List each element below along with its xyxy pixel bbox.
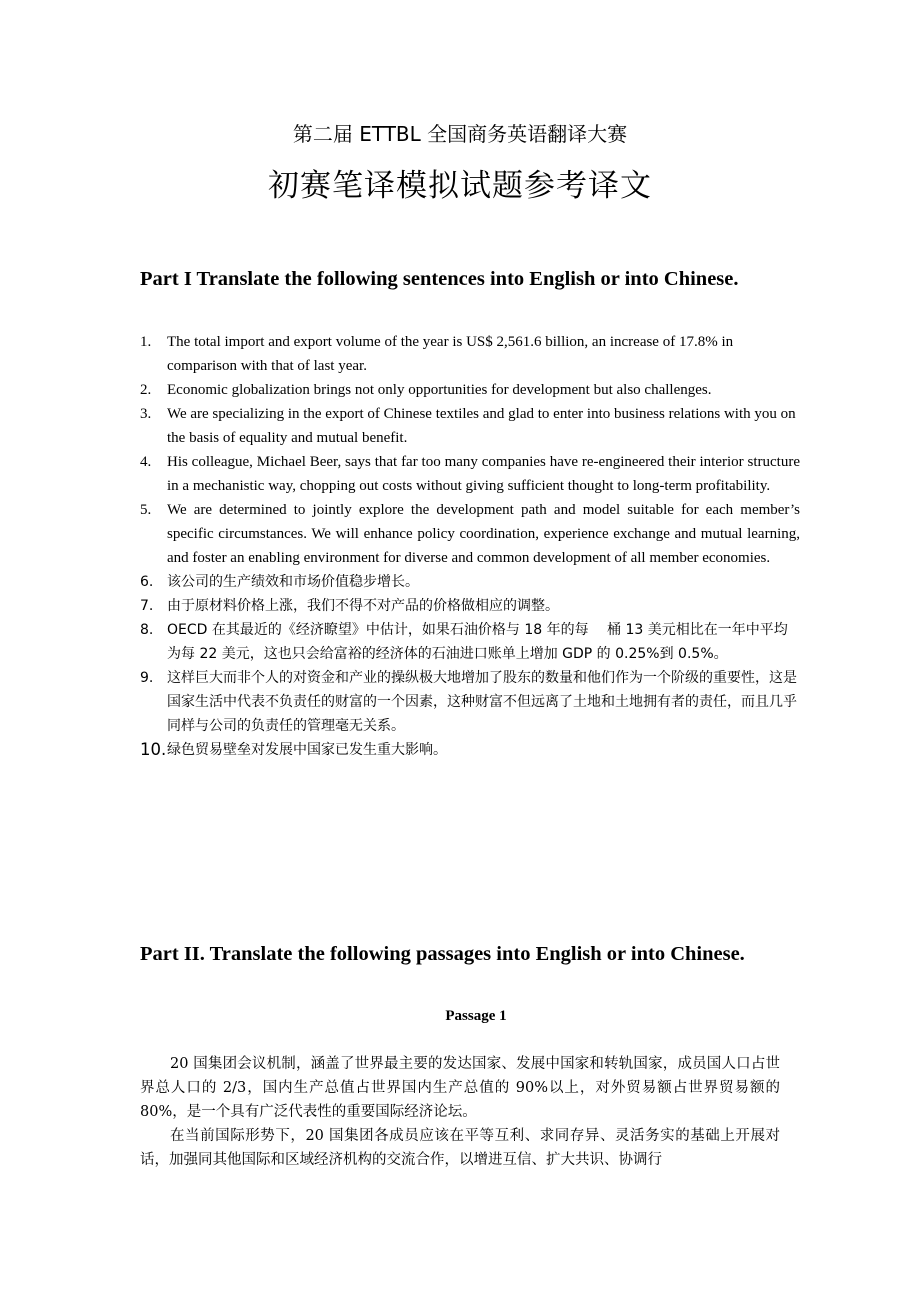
item-text: 由于原材料价格上涨，我们不得不对产品的价格做相应的调整。 (167, 598, 559, 614)
list-item (140, 618, 800, 666)
item-number: 8. (140, 622, 154, 638)
part1-heading: Part I Translate the following sentences into English or into Chinese. (140, 268, 739, 290)
sentence-list (140, 330, 800, 762)
list-item (140, 738, 800, 762)
part2-heading: Part II. Translate the following passages into English or into Chinese. (140, 943, 745, 965)
item-number: 6. (140, 574, 154, 590)
list-item (140, 498, 800, 570)
list-item (140, 450, 800, 498)
list-item (140, 570, 800, 594)
item-text: We are specializing in the export of Chinese textiles and glad to enter into business relations with you on the basis of equality and mutual benefit. (167, 406, 796, 446)
item-text: Economic globalization brings not only opportunities for development but also challenges. (167, 382, 712, 398)
item-number: 7. (140, 598, 154, 614)
document-subtitle: 第二届 ETTBL 全国商务英语翻译大赛 (292, 122, 628, 146)
item-number: 9. (140, 670, 154, 686)
item-number: 1. (140, 334, 152, 350)
item-number: 10. (140, 740, 167, 759)
list-item (140, 666, 800, 738)
item-text: His colleague, Michael Beer, says that far too many companies have re-engineered their interior structure in a mechanistic way, chopping out costs without giving sufficient thought to long-term profitability. (167, 454, 800, 494)
list-item (140, 330, 800, 378)
list-item (140, 402, 800, 450)
item-text: 该公司的生产绩效和市场价值稳步增长。 (167, 574, 419, 590)
item-text: 这样巨大而非个人的对资金和产业的操纵极大地增加了股东的数量和他们作为一个阶级的重要性，这是国家生活中代表不负责任的财富的一个因素，这种财富不但远离了土地和土地拥有者的责任，而且几乎同样与公司的负责任的管理毫无关系。 (167, 670, 797, 734)
item-number: 4. (140, 454, 152, 470)
item-text: The total import and export volume of the year is US$ 2,561.6 billion, an increase of 17.8% in comparison with that of last year. (167, 334, 734, 374)
item-number: 3. (140, 406, 152, 422)
item-number: 2. (140, 382, 152, 398)
item-text: OECD 在其最近的《经济瞭望》中估计，如果石油价格与 18 年的每 桶 13 美元相比在一年中平均为每 22 美元，这也只会给富裕的经济体的石油进口账单上增加 GDP 的 0.25%到 0.5%。 (167, 622, 788, 662)
passage-paragraph: 20 国集团会议机制，涵盖了世界最主要的发达国家、发展中国家和转轨国家，成员国人口占世界总人口的 2/3，国内生产总值占世界国内生产总值的 90%以上，对外贸易额占世界贸易额的 80%，是一个具有广泛代表性的重要国际经济论坛。 (140, 1056, 780, 1120)
list-item (140, 378, 800, 402)
item-text: We are determined to jointly explore the development path and model suitable for each member’s specific circumstances. We will enhance policy coordination, experience exchange and mutual learning, and foster an enabling environment for diverse and common development of all member economies. (167, 502, 800, 566)
list-item (140, 594, 800, 618)
item-number: 5. (140, 502, 152, 518)
item-text: 绿色贸易壁垒对发展中国家已发生重大影响。 (167, 742, 447, 758)
passage-title: Passage 1 (445, 1008, 507, 1024)
document-title: 初赛笔译模拟试题参考译文 (268, 168, 652, 204)
passage-paragraph: 在当前国际形势下，20 国集团各成员应该在平等互利、求同存异、灵活务实的基础上开展对话，加强同其他国际和区域经济机构的交流合作，以增进互信、扩大共识、协调行 (140, 1128, 780, 1168)
